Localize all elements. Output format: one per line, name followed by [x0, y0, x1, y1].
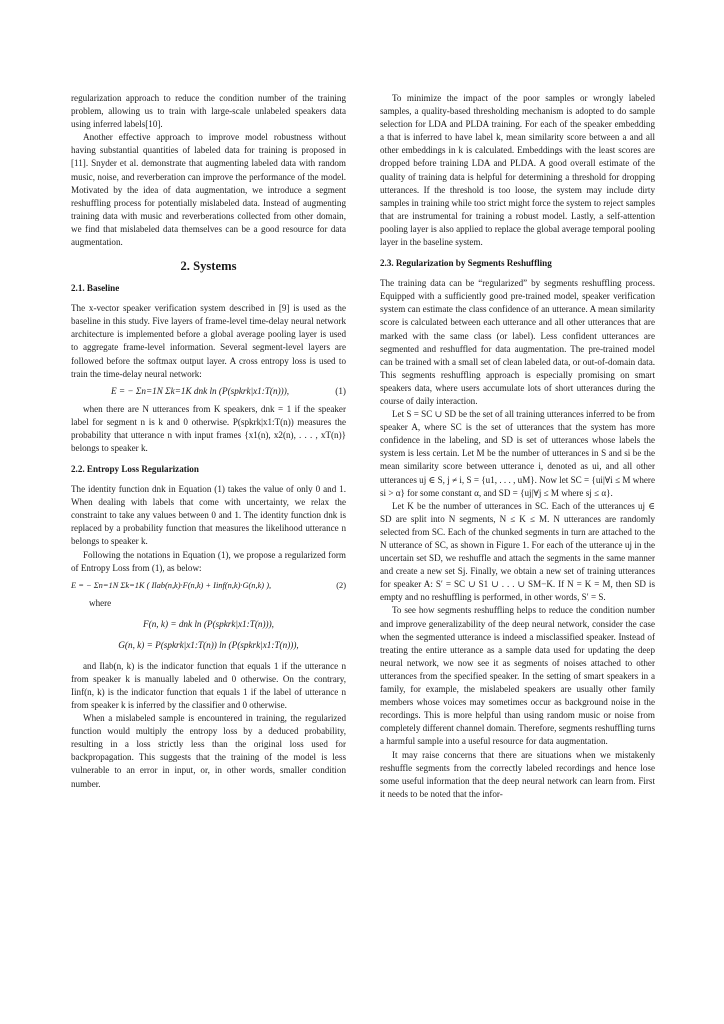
equation-2: [71, 579, 346, 592]
equation-f: [71, 618, 346, 631]
reshuffling-paragraph-1: The training data can be “regularized” by segments reshuffling process. Equipped with a sufficiently good pre-trained model, speaker verification system can estimate the class confidence of an utterance. A mean similarity score is calculated between each utterance and all other utterances that are marked with the same class (or label). Less confident utterances are segmented and reshuffled for data augmentation. The pre-trained model can be trained with a small set of clean labeled data, or out-of-domain data. This segments reshuffling approach is especially promising on smart speakers data, where users accumulate lots of short utterances during the course of daily interaction.: [380, 278, 655, 406]
regularization-paragraph-2: Following the notations in Equation (1), we propose a regularized form of Entropy Loss from (1), as below:: [71, 549, 346, 573]
baseline-paragraph-1: The x-vector speaker verification system described in [9] is used as the baseline in this study. Five layers of frame-level time-delay neural network architecture is implemented before a global average pooling layer is used to aggregate frame-level information. Several segment-level layers are followed before the softmax output layer. A cross entropy loss is used to train the time-delay neural network:: [71, 303, 346, 379]
left-column: [71, 92, 346, 791]
regularization-paragraph-1: The identity function dnk in Equation (1) takes the value of only 0 and 1. When dealing with labels that come with uncertainty, we relax the constraint to take any values between 0 and 1. The identity function dnk is replaced by a probability function that measures the likelihood utterance n belongs to speaker k.: [71, 484, 346, 547]
reshuffling-paragraph-4: To see how segments reshuffling helps to reduce the condition number and improve generalizability of the deep neural network, consider the case when the segmented utterance is indeed a misclassified speaker. Instead of treating the entire utterance as a sample data used for updating the deep neural network, we now see it as segments of noises attached to other utterances from the specified speaker. In the setting of smart speakers in a family, for example, the mislabeled speakers are usually other family members whose voices may sometimes occur as background noise in the recordings. This is more helpful than using random music or noise from completely different channel domain. Therefore, segments reshuffling turns a harmful sample into a useful resource for data augmentation.: [380, 605, 656, 747]
intro-paragraph-2: Another effective approach to improve model robustness without having substantial quantities of labeled data for training is proposed in [11]. Snyder et al. demonstrate that augmenting labeled data with random music, noise, and reverberation can improve the performance of the model. Motivated by the idea of data augmentation, we introduce a segment reshuffling process for potentially mislabeled data. Instead of augmenting training data with music and reverberations collected from other domain, we find that mislabeled data themselves can be a good resource for data augmentation.: [71, 132, 346, 248]
regularization-paragraph-4: When a mislabeled sample is encountered in training, the regularized function would multiply the entropy loss by a deduced probability, resulting in a loss strictly less than the original loss used for backpropagation. This suggests that the training of the model is less vulnerable to an error in input, or, in other words, smaller condition number.: [71, 713, 346, 789]
subsection-title-baseline: 2.1. Baseline: [71, 283, 120, 294]
equation-1-number: (1): [335, 385, 346, 396]
right-column: [380, 92, 655, 801]
reshuffling-paragraph-2: Let S = SC ∪ SD be the set of all training utterances inferred to be from speaker A, where SC is the set of utterances that the system has more confidence in the labeling, and SD is set of utterances whose labels the system is less certain. Let M be the number of utterances in S and si be the mean similarity score between utterance i, denoted as ui, and all other utterances uj ∈ S, j ≠ i, S = {u1, . . . , uM}. Now let SC = {ui|∀i ≤ M where si > α} for some constant α, and SD = {uj|∀j ≤ M where sj ≤ α}.: [380, 409, 655, 498]
section-title-systems: 2. Systems: [180, 259, 237, 274]
thresholding-paragraph: To minimize the impact of the poor samples or wrongly labeled samples, a quality-based thresholding mechanism is adopted to do sample selection for LDA and PLDA training. For each of the speaker embedding a that is inferred to have label k, mean similarity score between a and all other embeddings in k is calculated. Embeddings with the least scores are dropped before training LDA and PLDA. A good overall estimate of the quality of training data is helpful for determining a threshold for dropping utterances. If the threshold is too loose, the system may include dirty samples in training while too strict might force the system to reject samples that are instrumental for training a robust model. Lastly, a self-attention pooling layer is also applied to replace the global average temporal pooling layer in the baseline system.: [380, 93, 655, 248]
baseline-paragraph-2: when there are N utterances from K speakers, dnk = 1 if the speaker label for segment n is k and 0 otherwise. P(spkrk|x1:T(n)) measures the probability that utterance n with input frames {x1(n), x2(n), . . . , xT(n)} belongs to speaker k.: [71, 403, 346, 453]
equation-f-body: F(n, k) = dnk ln (P(spkrk|x1:T(n))),: [143, 618, 274, 629]
subsection-title-segments-reshuffling: 2.3. Regularization by Segments Reshuffling: [380, 258, 552, 269]
equation-g-body: G(n, k) = P(spkrk|x1:T(n)) ln (P(spkrk|x1:T(n))),: [118, 639, 299, 650]
reshuffling-paragraph-5: It may raise concerns that there are situations when we mistakenly reshuffle segments from the correctly labeled recordings and hence lose some useful information that the deep neural network can learn from. First it needs to be noted that the infor-: [380, 749, 655, 799]
regularization-paragraph-3: and Ilab(n, k) is the indicator function that equals 1 if the utterance n from speaker k is manually labeled and 0 otherwise. On the contrary, Iinf(n, k) is the indicator function that equals 1 if the label of utterance n from speaker k is inferred by the classifier and 0 otherwise.: [71, 660, 346, 710]
equation-2-body: E = − Σn=1N Σk=1K ( Ilab(n,k)·F(n,k) + Iinf(n,k)·G(n,k) ),: [71, 580, 272, 590]
equation-1-body: E = − Σn=1N Σk=1K dnk ln (P(spkrk|x1:T(n))),: [111, 385, 290, 396]
equation-g: [71, 639, 346, 652]
subsection-title-entropy-loss: 2.2. Entropy Loss Regularization: [71, 464, 199, 475]
intro-paragraph-1: regularization approach to reduce the condition number of the training problem, allowing us to train with large-scale unlabeled speakers data using inferred labels[10].: [71, 93, 346, 130]
reshuffling-paragraph-3: Let K be the number of utterances in SC. Each of the utterances uj ∈ SD are split into N segments, N ≤ K ≤ M. N utterances are randomly selected from SC. Each of the chunked segments in turn are attached to the N utterance of SC, as shown in Figure 1. For each of the utterance uj in the uncertain set SD, we reshuffle and attach the segments in the same manner and create a new set Sj. Finally, we obtain a new set of training utterances for speaker A: S′ = SC ∪ S1 ∪ . . . ∪ SM−K. If N = K = M, then SD is empty and no reshuffling is performed, in other words, S′ = S.: [380, 500, 655, 603]
where-label: where: [89, 597, 112, 608]
equation-2-number: (2): [336, 580, 346, 590]
equation-1: [71, 385, 346, 398]
